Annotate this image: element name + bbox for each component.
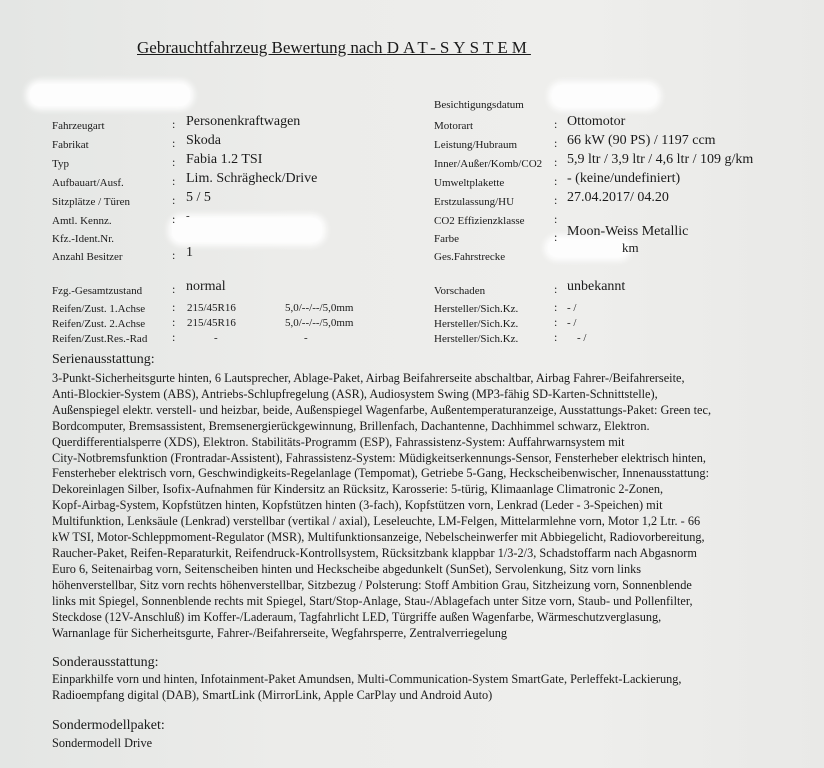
value-motorart: Ottomotor [567, 114, 626, 129]
sonderausstattung-text [52, 672, 812, 704]
tire-spare-tread: - [304, 332, 308, 344]
serien-line: 3-Punkt-Sicherheitsgurte hinten, 6 Lautsprecher, Ablage-Paket, Airbag Beifahrerseite abschaltbar, Airbag Fahrer-/Beifahrerseite, [52, 371, 685, 385]
label-verbrauch: Inner/Außer/Komb/CO2 [434, 158, 543, 170]
label-tire-spare: Reifen/Zust.Res.-Rad [52, 333, 148, 345]
label-fahrstrecke: Ges.Fahrstrecke [434, 251, 506, 263]
serien-line: kW TSI, Motor-Schleppmoment-Regulator (MSR), Multifunktionsanzeige, Nebelscheinwerfer mit Abbiegelicht, Radiovorbereitung, [52, 530, 705, 545]
label-zustand: Fzg.-Gesamtzustand [52, 285, 143, 297]
serien-line: Bordcomputer, Bremsassistent, Bremsenergierückgewinnung, Brillenfach, Dachantenne, Dachhimmel schwarz, Elektron. [52, 418, 650, 433]
serien-line: Dekoreinlagen Silber, Isofix-Aufnahmen für Kindersitz an Rücksitz, Karosserie: 5-türig, Klimaanlage Climatronic 2-Zonen, [52, 482, 664, 497]
colon: : [172, 315, 176, 329]
label-manufacturer-axle2: Hersteller/Sich.Kz. [434, 318, 519, 330]
label-manufacturer-spare: Hersteller/Sich.Kz. [434, 333, 519, 345]
serien-line: links mit Spiegel, Sonnenblende rechts mit Spiegel, Start/Stop-Anlage, Stau-/Ablagefach unter Sitze vorn, Staub- und Pollenfilter, [52, 593, 693, 608]
serien-line: Euro 6, Seitenairbag vorn, Seitenscheiben hinten und Heckscheibe abgedunkelt (SunSet), Servolenkung, Sitz vorn links [52, 561, 642, 576]
colon: : [554, 300, 558, 314]
sonder-line: Radioempfang digital (DAB), SmartLink (MirrorLink, Apple CarPlay und Android Auto) [52, 687, 493, 702]
serienausstattung-heading: Serienausstattung: [52, 352, 155, 367]
serien-line: Anti-Blockier-System (ABS), Antriebs-Schlupfregelung (ASR), Audiosystem Swing (MP3-fähig SD-Karten-Schnittstelle), [52, 386, 658, 401]
label-sitzplaetze: Sitzplätze / Türen [52, 196, 130, 208]
label-manufacturer-axle1: Hersteller/Sich.Kz. [434, 303, 519, 315]
serien-line: City-Notbremsfunktion (Frontradar-Assistent), Fahrassistenz-System: Müdigkeitserkennungs-Sensor, Fensterheber elektrisch hinten, [52, 450, 706, 465]
label-fabrikat: Fabrikat [52, 139, 89, 151]
colon: : [172, 174, 176, 188]
redaction-ident [172, 218, 322, 242]
colon: : [554, 330, 558, 344]
label-tire-axle2: Reifen/Zust. 2.Achse [52, 318, 146, 330]
serienausstattung-text [52, 371, 812, 641]
redaction-date [552, 85, 657, 107]
value-leistung: 66 kW (90 PS) / 1197 ccm [567, 133, 716, 148]
label-vorschaden: Vorschaden [434, 285, 486, 297]
label-leistung: Leistung/Hubraum [434, 139, 518, 151]
redaction-km [548, 239, 628, 257]
label-besitzer: Anzahl Besitzer [52, 251, 123, 263]
colon: : [172, 155, 176, 169]
redaction-owner [30, 84, 190, 106]
colon: : [554, 282, 558, 296]
colon: : [172, 193, 176, 207]
serien-line: Multifunktion, Lenksäule (Lenkrad) verstellbar (vertikal / axial), Leseleuchte, LM-Felgen, Mittelarmlehne vorn, Motor 1,2 Ltr. - 66 [52, 514, 701, 529]
tire-axle1-size: 215/45R16 [187, 302, 236, 314]
colon: : [554, 212, 558, 226]
label-fahrzeugart: Fahrzeugart [52, 120, 105, 132]
colon: : [554, 230, 558, 244]
title-prefix: Gebrauchtfahrzeug Bewertung nach [137, 38, 387, 57]
colon: : [554, 174, 558, 188]
sondermodell-heading: Sondermodellpaket: [52, 718, 165, 733]
label-aufbauart: Aufbauart/Ausf. [52, 177, 124, 189]
tire-axle2-tread: 5,0/--/--/5,0mm [285, 317, 354, 329]
colon: : [172, 248, 176, 262]
serien-line: Raucher-Paket, Reifen-Reparaturkit, Reifendruck-Kontrollsystem, Rücksitzbank klappbar 1/3-2/3, Schadstoffarm nach Abgasnorm [52, 545, 697, 560]
serien-line: Querdifferentialsperre (XDS), Elektron. Stabilitäts-Programm (ESP), Fahrassistenz-System: Auffahrwarnsystem mit [52, 434, 625, 449]
value-farbe: Moon-Weiss Metallic [567, 224, 689, 239]
label-kennzeichen: Amtl. Kennz. [52, 215, 112, 227]
value-aufbauart: Lim. Schrägheck/Drive [186, 171, 318, 186]
serien-line: Warnanlage für Sicherheitsgurte, Fahrer-/Beifahrerseite, Wegfahrsperre, Zentralverriegelung [52, 625, 508, 640]
sondermodell-text [52, 736, 812, 752]
value-fabrikat: Skoda [186, 133, 221, 148]
value-kennzeichen: - [186, 210, 190, 222]
label-farbe: Farbe [434, 233, 460, 245]
label-ident: Kfz.-Ident.Nr. [52, 233, 115, 245]
colon: : [172, 117, 176, 131]
sonderausstattung-heading: Sonderausstattung: [52, 655, 159, 670]
value-umweltplakette: - (keine/undefiniert) [567, 171, 681, 186]
label-effizienzklasse: CO2 Effizienzklasse [434, 215, 525, 227]
manufacturer-spare-value: - / [577, 332, 587, 344]
serien-line: Steckdose (12V-Anschluß) im Koffer-/Laderaum, Tagfahrlicht LED, Türgriffe außen Wagenfarbe, Wärmeschutzverglasung, [52, 609, 662, 624]
tire-axle2-size: 215/45R16 [187, 317, 236, 329]
colon: : [172, 136, 176, 150]
colon: : [172, 212, 176, 226]
label-typ: Typ [52, 158, 69, 170]
tire-axle1-tread: 5,0/--/--/5,0mm [285, 302, 354, 314]
document-title [137, 38, 531, 58]
value-typ: Fabia 1.2 TSI [186, 152, 263, 167]
colon: : [172, 330, 176, 344]
label-umweltplakette: Umweltplakette [434, 177, 505, 189]
title-system: DAT-SYSTEM [386, 38, 531, 57]
value-vorschaden: unbekannt [567, 279, 626, 294]
colon: : [554, 193, 558, 207]
sonder-line: Einparkhilfe vorn und hinten, Infotainment-Paket Amundsen, Multi-Communication-System SmartGate, Perleffekt-Lackierung, [52, 672, 682, 686]
value-fahrstrecke: km [622, 240, 639, 255]
colon: : [172, 300, 176, 314]
manufacturer-axle1-value: - / [567, 302, 577, 314]
value-besitzer: 1 [186, 245, 193, 260]
sondermodell-line: Sondermodell Drive [52, 736, 153, 750]
colon: : [172, 282, 176, 296]
value-fahrzeugart: Personenkraftwagen [186, 114, 301, 129]
value-verbrauch: 5,9 ltr / 3,9 ltr / 4,6 ltr / 109 g/km [567, 152, 754, 167]
serien-line: Kopf-Airbag-System, Kopfstützen hinten, Kopfstützen hinten (3-fach), Kopfstützen vorn, Lenkrad (Leder - 3-Speichen) mit [52, 498, 663, 513]
colon: : [554, 117, 558, 131]
label-erstzulassung: Erstzulassung/HU [434, 196, 515, 208]
label-besichtigung: Besichtigungsdatum [434, 99, 524, 111]
colon: : [554, 315, 558, 329]
serien-line: höhenverstellbar, Sitz vorn rechts höhenverstellbar, Sitzbezug / Polsterung: Stoff Ambition Grau, Sitzheizung vorn, Sonnenblende [52, 577, 692, 592]
serien-line: Außenspiegel elektr. verstell- und heizbar, beide, Außenspiegel Wagenfarbe, Außentemperaturanzeige, Ausstattungs-Paket: Green tec, [52, 402, 712, 417]
value-erstzulassung: 27.04.2017/ 04.20 [567, 190, 669, 205]
serien-line: Fensterheber elektrisch vorn, Geschwindigkeits-Regelanlage (Tempomat), Getriebe 5-Gang, Heckscheibenwischer, Innenausstattung: [52, 466, 709, 481]
colon: : [554, 155, 558, 169]
label-tire-axle1: Reifen/Zust. 1.Achse [52, 303, 146, 315]
tire-spare-size: - [214, 332, 218, 344]
label-motorart: Motorart [434, 120, 474, 132]
value-sitzplaetze: 5 / 5 [186, 190, 211, 205]
manufacturer-axle2-value: - / [567, 317, 577, 329]
colon: : [554, 136, 558, 150]
value-zustand: normal [186, 279, 226, 294]
